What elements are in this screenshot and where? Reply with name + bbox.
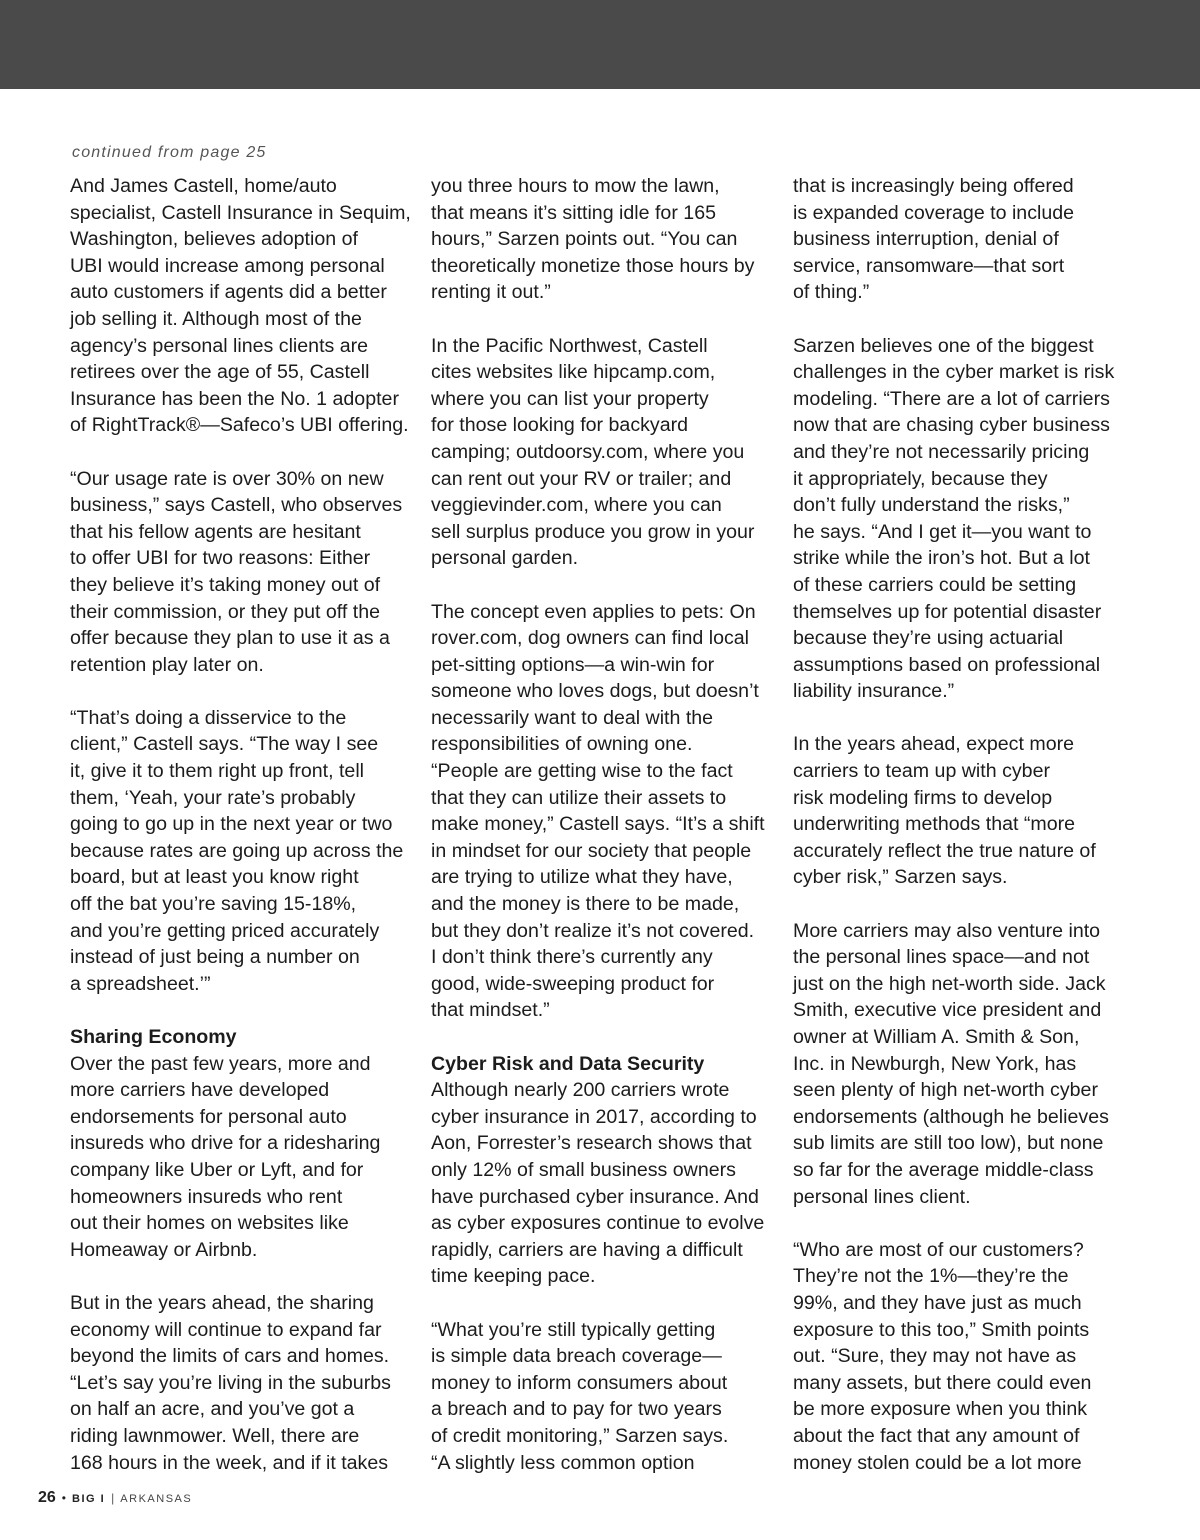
text-line: of these carriers could be setting [793, 573, 1077, 596]
text-line: hours,” Sarzen points out. “You can [431, 228, 738, 251]
text-line: UBI would increase among personal [70, 254, 385, 277]
text-line: cyber insurance in 2017, according to [431, 1105, 757, 1128]
text-line: now that are chasing cyber business [793, 414, 1110, 437]
text-line: “That’s doing a disservice to the [70, 706, 347, 729]
text-line: of RightTrack®—Safeco’s UBI offering. [70, 414, 409, 437]
text-line: Homeaway or Airbnb. [70, 1238, 258, 1261]
text-line: exposure to this too,” Smith points [793, 1318, 1090, 1341]
text-line: but they don’t realize it’s not covered. [431, 919, 755, 942]
text-line: job selling it. Although most of the [70, 307, 362, 330]
text-line: just on the high net-worth side. Jack [793, 972, 1106, 995]
text-line: Aon, Forrester’s research shows that [431, 1132, 752, 1155]
text-line: instead of just being a number on [70, 946, 360, 969]
text-line: challenges in the cyber market is risk [793, 361, 1115, 384]
text-line: Although nearly 200 carriers wrote [431, 1079, 730, 1102]
text-line: that his fellow agents are hesitant [70, 520, 361, 543]
text-line: have purchased cyber insurance. And [431, 1185, 759, 1208]
text-line: endorsements for personal auto [70, 1105, 347, 1128]
text-line: retirees over the age of 55, Castell [70, 361, 370, 384]
text-line: “What you’re still typically getting [431, 1318, 716, 1341]
text-line: Insurance has been the No. 1 adopter [70, 387, 399, 410]
text-line: “Our usage rate is over 30% on new [70, 467, 384, 490]
text-line: client,” Castell says. “The way I see [70, 733, 379, 756]
text-line: personal garden. [431, 547, 579, 570]
text-line: accurately reflect the true nature of [793, 839, 1096, 862]
text-line: business interruption, denial of [793, 228, 1059, 251]
text-line: insureds who drive for a ridesharing [70, 1132, 381, 1155]
text-line: veggievinder.com, where you can [431, 494, 722, 517]
text-line: carriers to team up with cyber [793, 760, 1050, 783]
paragraph-gap [431, 572, 776, 599]
text-line: don’t fully understand the risks,” [793, 494, 1070, 517]
text-line: theoretically monetize those hours by [431, 254, 755, 277]
text-line: necessarily want to deal with the [431, 706, 714, 729]
text-line: many assets, but there could even [793, 1371, 1092, 1394]
text-line: that is increasingly being offered [793, 175, 1074, 197]
paragraph-gap [793, 891, 1138, 918]
text-line: seen plenty of high net-worth cyber [793, 1079, 1098, 1102]
text-line: rover.com, dog owners can find local [431, 627, 750, 650]
text-line: is expanded coverage to include [793, 201, 1075, 224]
paragraph-gap [793, 1210, 1138, 1237]
text-line: homeowners insureds who rent [70, 1185, 343, 1208]
text-line: agency’s personal lines clients are [70, 334, 369, 357]
text-line: time keeping pace. [431, 1265, 596, 1288]
text-line: company like Uber or Lyft, and for [70, 1158, 364, 1181]
text-line: endorsements (although he believes [793, 1105, 1109, 1128]
text-line: Smith, executive vice president and [793, 999, 1102, 1022]
text-line: assumptions based on professional [793, 653, 1101, 676]
magazine-name: BIG I [72, 1493, 106, 1505]
text-line: beyond the limits of cars and homes. [70, 1345, 390, 1368]
text-line: In the years ahead, expect more [793, 733, 1075, 756]
text-line: cites websites like hipcamp.com, [431, 361, 716, 384]
text-line: 99%, and they have just as much [793, 1291, 1082, 1314]
text-line: liability insurance.” [793, 680, 955, 703]
text-line: on half an acre, and you’ve got a [70, 1398, 355, 1421]
text-line: and you’re getting priced accurately [70, 919, 380, 942]
text-line: “People are getting wise to the fact [431, 760, 733, 783]
text-line: so far for the average middle-class [793, 1158, 1094, 1181]
text-line: the personal lines space—and not [793, 946, 1090, 969]
text-line: money to inform consumers about [431, 1371, 728, 1394]
text-line: out their homes on websites like [70, 1212, 349, 1235]
text-line: board, but at least you know right [70, 866, 359, 889]
text-line: they believe it’s taking money out of [70, 573, 381, 596]
paragraph-gap [793, 705, 1138, 732]
text-line: risk modeling firms to develop [793, 786, 1053, 809]
text-line: More carriers may also venture into [793, 919, 1101, 942]
text-line: money stolen could be a lot more [793, 1451, 1082, 1474]
text-line: sub limits are still too low), but none [793, 1132, 1104, 1155]
footer-separator: | [111, 1491, 115, 1505]
paragraph-gap [70, 997, 415, 1024]
text-line: rapidly, carriers are having a difficult [431, 1238, 743, 1261]
text-line: a breach and to pay for two years [431, 1398, 722, 1421]
text-line: The concept even applies to pets: On [431, 600, 756, 623]
text-line: economy will continue to expand far [70, 1318, 382, 1341]
text-line: that mindset.” [431, 999, 550, 1022]
text-line: someone who loves dogs, but doesn’t [431, 680, 759, 703]
paragraph-gap [70, 678, 415, 705]
paragraph-gap [431, 306, 776, 333]
text-line: And James Castell, home/auto [70, 175, 337, 197]
text-line: Over the past few years, more and [70, 1052, 371, 1075]
text-line: I don’t think there’s currently any [431, 946, 713, 969]
text-line: be more exposure when you think [793, 1398, 1088, 1421]
text-line: “Let’s say you’re living in the suburbs [70, 1371, 391, 1394]
text-line: out. “Sure, they may not have as [793, 1345, 1077, 1368]
text-line: business,” says Castell, who observes [70, 494, 403, 517]
text-line: sell surplus produce you grow in your [431, 520, 755, 543]
page-number: 26 [38, 1489, 56, 1506]
text-line: going to go up in the next year or two [70, 813, 393, 836]
text-line: service, ransomware—that sort [793, 254, 1065, 277]
text-line: make money,” Castell says. “It’s a shift [431, 813, 765, 836]
text-line: off the bat you’re saving 15-18%, [70, 893, 357, 916]
text-line: is simple data breach coverage— [431, 1345, 722, 1368]
article-column-1 [70, 173, 415, 1476]
text-line: underwriting methods that “more [793, 813, 1076, 836]
text-line: retention play later on. [70, 653, 264, 676]
text-line: offer because they plan to use it as a [70, 627, 390, 650]
section-heading: Sharing Economy [70, 1026, 237, 1048]
text-line: themselves up for potential disaster [793, 600, 1102, 623]
text-line: can rent out your RV or trailer; and [431, 467, 732, 490]
text-line: to offer UBI for two reasons: Either [70, 547, 371, 570]
text-line: are trying to utilize what they have, [431, 866, 733, 889]
paragraph-gap [431, 1024, 776, 1051]
text-line: of credit monitoring,” Sarzen says. [431, 1424, 729, 1447]
text-line: for those looking for backyard [431, 414, 689, 437]
text-line: camping; outdoorsy.com, where you [431, 440, 745, 463]
header-bar [0, 0, 1200, 89]
text-line: only 12% of small business owners [431, 1158, 736, 1181]
text-line: pet-sitting options—a win-win for [431, 653, 715, 676]
text-line: that they can utilize their assets to [431, 786, 727, 809]
text-line: Inc. in Newburgh, New York, has [793, 1052, 1077, 1075]
text-line: personal lines client. [793, 1185, 971, 1208]
text-line: modeling. “There are a lot of carriers [793, 387, 1110, 410]
bullet-icon: • [61, 1491, 66, 1505]
continued-note: continued from page 25 [72, 144, 267, 161]
text-line: cyber risk,” Sarzen says. [793, 866, 1008, 889]
text-line: owner at William A. Smith & Son, [793, 1026, 1080, 1048]
paragraph-gap [70, 1263, 415, 1290]
text-line: of thing.” [793, 281, 870, 304]
text-line: them, ‘Yeah, your rate’s probably [70, 786, 356, 809]
text-line: renting it out.” [431, 281, 551, 304]
text-line: good, wide-sweeping product for [431, 972, 715, 995]
text-line: specialist, Castell Insurance in Sequim, [70, 201, 411, 224]
text-line: that means it’s sitting idle for 165 [431, 201, 716, 224]
text-line: it, give it to them right up front, tell [70, 760, 365, 783]
text-line: riding lawnmower. Well, there are [70, 1424, 360, 1447]
text-line: and the money is there to be made, [431, 893, 740, 916]
text-line: strike while the iron’s hot. But a lot [793, 547, 1090, 570]
article-column-2 [431, 173, 776, 1476]
text-line: Washington, believes adoption of [70, 228, 358, 251]
text-line: in mindset for our society that people [431, 839, 752, 862]
text-line: “A slightly less common option [431, 1451, 695, 1474]
text-line: auto customers if agents did a better [70, 281, 387, 304]
text-line: and they’re not necessarily pricing [793, 440, 1090, 463]
text-line: their commission, or they put off the [70, 600, 381, 623]
text-line: because rates are going up across the [70, 839, 404, 862]
text-line: “Who are most of our customers? [793, 1238, 1084, 1261]
paragraph-gap [793, 306, 1138, 333]
section-heading: Cyber Risk and Data Security [431, 1052, 705, 1075]
text-line: In the Pacific Northwest, Castell [431, 334, 708, 357]
text-line: more carriers have developed [70, 1079, 330, 1102]
text-line: Sarzen believes one of the biggest [793, 334, 1094, 357]
text-line: a spreadsheet.’” [70, 972, 211, 995]
text-line: responsibilities of owning one. [431, 733, 693, 756]
text-line: They’re not the 1%—they’re the [793, 1265, 1069, 1288]
page-footer [38, 1489, 192, 1507]
text-line: it appropriately, because they [793, 467, 1048, 490]
text-line: you three hours to mow the lawn, [431, 175, 720, 197]
paragraph-gap [431, 1290, 776, 1317]
text-line: 168 hours in the week, and if it takes [70, 1451, 389, 1474]
text-line: as cyber exposures continue to evolve [431, 1212, 765, 1235]
paragraph-gap [70, 439, 415, 466]
text-line: he says. “And I get it—you want to [793, 520, 1092, 543]
text-line: because they’re using actuarial [793, 627, 1064, 650]
text-line: about the fact that any amount of [793, 1424, 1080, 1447]
text-line: where you can list your property [431, 387, 709, 410]
article-column-3 [793, 173, 1138, 1476]
region-name: ARKANSAS [120, 1493, 193, 1505]
text-line: But in the years ahead, the sharing [70, 1291, 374, 1314]
